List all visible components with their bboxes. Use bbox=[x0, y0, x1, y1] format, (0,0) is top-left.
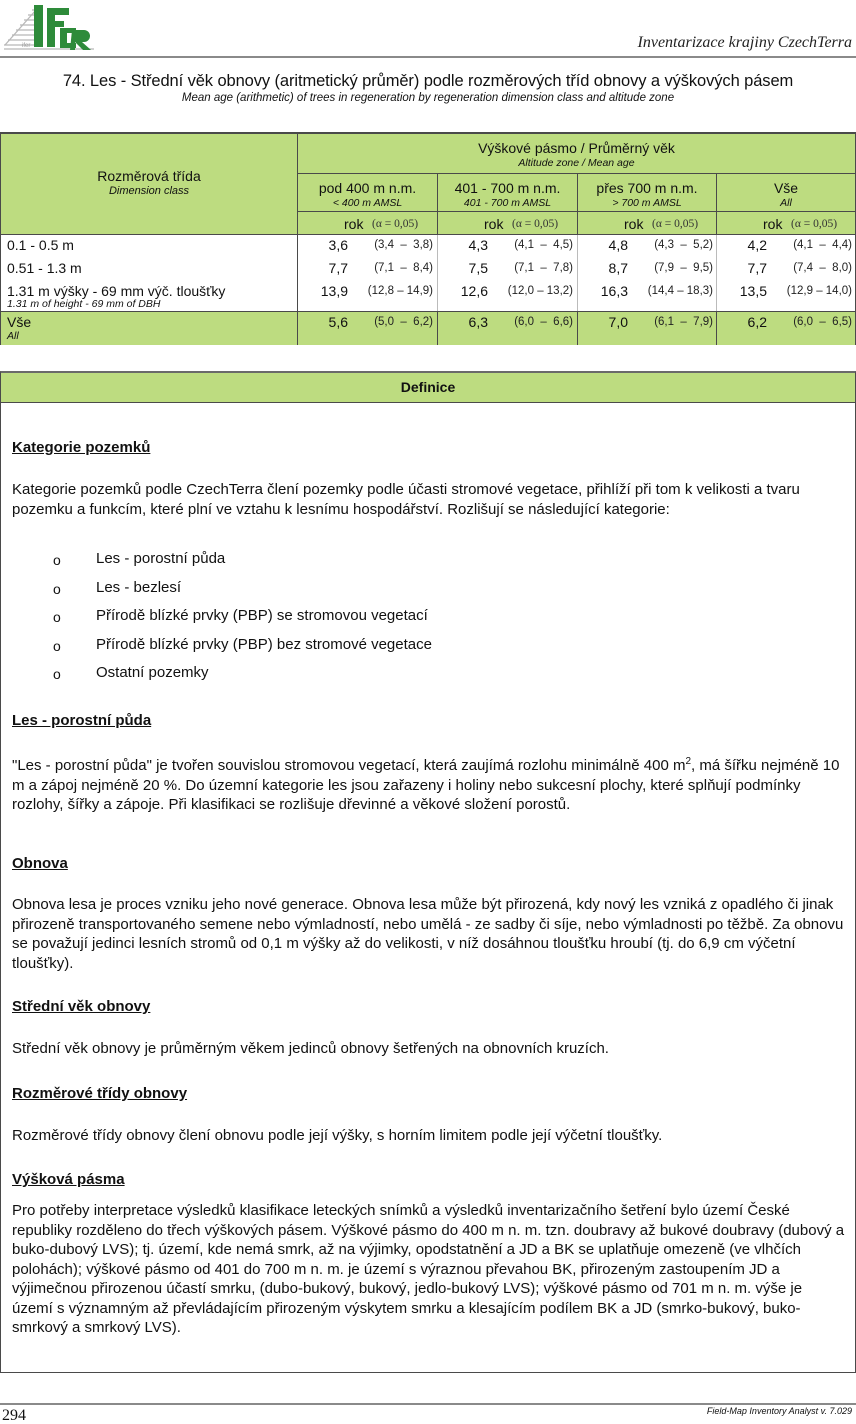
cell-confidence-interval: (7,1 – 7,8) bbox=[514, 262, 573, 274]
page-number: 294 bbox=[2, 1407, 26, 1424]
altitude-zone-header: Výškové pásmo / Průměrný věk bbox=[478, 140, 675, 156]
section-heading: Výšková pásma bbox=[12, 1171, 125, 1188]
alpha-label: (α = 0,05) bbox=[512, 218, 559, 230]
row-label: 0.1 - 0.5 m bbox=[7, 237, 74, 253]
superscript: 2 bbox=[685, 756, 692, 767]
cell-mean-value: 3,6 bbox=[328, 237, 348, 253]
column-divider-light bbox=[577, 235, 578, 311]
cell-confidence-interval: (7,4 – 8,0) bbox=[793, 262, 852, 274]
unit-label: rok bbox=[484, 216, 504, 232]
column-header-en: < 400 m AMSL bbox=[332, 197, 403, 209]
section-heading: Střední věk obnovy bbox=[12, 998, 151, 1015]
section-text-part: , má šířku nejméně 10 m a zápoj nejméně 20 %. Do územní kategorie les jsou zařazeny i holiny nebo sukcesní plochy, které splňují podmínky rozlohy, šířky a zápoje. Při klasifikaci se rozlišuje dřevinné a věkové složení porostů. bbox=[12, 757, 840, 813]
footer-app-name: Field-Map Inventory Analyst v. 7.029 bbox=[706, 1406, 852, 1416]
header-title: Inventarizace krajiny CzechTerra bbox=[637, 34, 852, 51]
ifer-logo bbox=[2, 2, 96, 52]
section-text: Kategorie pozemků podle CzechTerra člení pozemky podle účasti stromové vegetace, přihlíží při tom k velikosti a tvaru pozemku a funkcím, které plní ve vztahu k lesnímu hospodářství. Rozlišují se následující kategorie: bbox=[12, 481, 800, 518]
bullet-icon: o bbox=[53, 609, 61, 625]
document-subtitle: Mean age (arithmetic) of trees in regeneration by regeneration dimension class and altitude zone bbox=[181, 92, 675, 104]
altitude-zone-header-en: Altitude zone / Mean age bbox=[518, 157, 635, 169]
row-label-en: 1.31 m of height - 69 mm of DBH bbox=[7, 298, 161, 310]
alpha-label: (α = 0,05) bbox=[652, 218, 699, 230]
cell-confidence-interval: (4,1 – 4,5) bbox=[514, 239, 573, 251]
cell-mean-value: 5,6 bbox=[328, 314, 348, 330]
cell-mean-value: 7,0 bbox=[608, 314, 628, 330]
column-divider bbox=[577, 312, 578, 345]
bullet-icon: o bbox=[53, 581, 61, 597]
section-text: Střední věk obnovy je průměrným věkem jedinců obnovy šetřených na obnovních kruzích. bbox=[12, 1040, 609, 1057]
definitions-box bbox=[0, 371, 856, 1373]
cell-mean-value: 4,2 bbox=[747, 237, 767, 253]
row-label: 0.51 - 1.3 m bbox=[7, 260, 82, 276]
cell-mean-value: 7,7 bbox=[328, 260, 348, 276]
cell-mean-value: 6,2 bbox=[747, 314, 767, 330]
cell-mean-value: 7,5 bbox=[468, 260, 488, 276]
header-divider bbox=[0, 56, 856, 58]
alpha-label: (α = 0,05) bbox=[372, 218, 419, 230]
list-item: Ostatní pozemky bbox=[96, 664, 209, 681]
row-label: 1.31 m výšky - 69 mm výč. tloušťky bbox=[7, 283, 226, 299]
cell-confidence-interval: (6,0 – 6,5) bbox=[793, 316, 852, 328]
column-header: pod 400 m n.m. bbox=[318, 180, 417, 196]
cell-confidence-interval: (12,9 – 14,0) bbox=[786, 285, 852, 297]
cell-mean-value: 8,7 bbox=[608, 260, 628, 276]
cell-confidence-interval: (3,4 – 3,8) bbox=[374, 239, 433, 251]
cell-confidence-interval: (6,1 – 7,9) bbox=[654, 316, 713, 328]
section-heading: Les - porostní půda bbox=[12, 712, 152, 729]
cell-mean-value: 13,5 bbox=[739, 283, 767, 299]
cell-mean-value: 12,6 bbox=[460, 283, 488, 299]
list-item: Les - porostní půda bbox=[96, 550, 226, 567]
bullet-icon: o bbox=[53, 666, 61, 682]
definitions-heading: Definice bbox=[1, 373, 855, 403]
section-text bbox=[12, 752, 845, 815]
row-label-en: All bbox=[7, 330, 19, 342]
section-text: Rozměrové třídy obnovy člení obnovu podle její výšky, s horním limitem podle její výčetní tloušťky. bbox=[12, 1127, 663, 1144]
cell-confidence-interval: (14,4 – 18,3) bbox=[647, 285, 713, 297]
list-item: Přírodě blízké prvky (PBP) se stromovou vegetací bbox=[96, 607, 428, 624]
list-item: Les - bezlesí bbox=[96, 579, 182, 596]
section-heading: Rozměrové třídy obnovy bbox=[12, 1085, 188, 1102]
cell-confidence-interval: (4,3 – 5,2) bbox=[654, 239, 713, 251]
cell-mean-value: 4,8 bbox=[608, 237, 628, 253]
bullet-icon: o bbox=[53, 638, 61, 654]
row-label: Vše bbox=[7, 314, 32, 330]
column-header-en: All bbox=[780, 197, 792, 209]
dimension-class-header-en: Dimension class bbox=[108, 185, 190, 197]
list-item: Přírodě blízké prvky (PBP) bez stromové vegetace bbox=[96, 636, 432, 653]
footer-divider bbox=[0, 1403, 856, 1405]
column-header: 401 - 700 m n.m. bbox=[454, 180, 561, 196]
column-divider-light bbox=[437, 235, 438, 311]
cell-confidence-interval: (6,0 – 6,6) bbox=[514, 316, 573, 328]
cell-confidence-interval: (12,0 – 13,2) bbox=[507, 285, 573, 297]
column-header-en: > 700 m AMSL bbox=[612, 197, 682, 209]
results-table bbox=[0, 132, 856, 345]
column-divider bbox=[437, 312, 438, 345]
bullet-icon: o bbox=[53, 552, 61, 568]
cell-confidence-interval: (7,1 – 8,4) bbox=[374, 262, 433, 274]
section-text-part: "Les - porostní půda" je tvořen souvislou stromovou vegetací, která zaujímá rozlohu minimálně 400 m bbox=[12, 757, 686, 774]
svg-text:ifer: ifer bbox=[22, 43, 31, 49]
section-text: Obnova lesa je proces vzniku jeho nové generace. Obnova lesa může být přirozená, kdy nový les vzniká z opadlého či jinak přirozeně transportovaného semene nebo výmladností, nebo umělá - ze sadby či síje, nebo výmladnosti po těžbě. Za obnovu se považují jedinci lesních stromů od 0,1 m výšky až do velikosti, v níž dosáhnou tloušťku hroubí (tj. do 6,9 cm výčetní tloušťky). bbox=[12, 896, 844, 972]
column-header: přes 700 m n.m. bbox=[596, 180, 698, 196]
dimension-class-header: Rozměrová třída bbox=[97, 168, 201, 184]
column-header-en: 401 - 700 m AMSL bbox=[463, 197, 552, 209]
column-header: Vše bbox=[773, 180, 799, 196]
section-heading: Kategorie pozemků bbox=[12, 439, 151, 456]
cell-mean-value: 4,3 bbox=[468, 237, 488, 253]
section-heading: Obnova bbox=[12, 855, 68, 872]
unit-label: rok bbox=[344, 216, 364, 232]
alpha-label: (α = 0,05) bbox=[791, 218, 838, 230]
unit-label: rok bbox=[763, 216, 783, 232]
document-title: 74. Les - Střední věk obnovy (aritmetický průměr) podle rozměrových tříd obnovy a výškových pásem bbox=[62, 72, 794, 90]
body-total-line bbox=[1, 311, 855, 312]
cell-mean-value: 16,3 bbox=[600, 283, 628, 299]
column-divider-light bbox=[716, 235, 717, 311]
cell-confidence-interval: (7,9 – 9,5) bbox=[654, 262, 713, 274]
cell-mean-value: 6,3 bbox=[468, 314, 488, 330]
column-divider bbox=[716, 312, 717, 345]
section-text: Pro potřeby interpretace výsledků klasifikace leteckých snímků a výsledků inventarizačního šetření bylo území České republiky rozděleno do třech výškových pásem. Výškové pásmo do 400 m n. m. tzn. doubravy až bukové doubravy (dubový a buko-dubový LVS); tj. území, kde nemá smrk, až na výjimky, opodstatnění a JD a BK se uplatňuje omezeně (ve vlhčích polohách); výškové pásmo od 401 do 700 m n. m. je území s výraznou převahou BK, přirozeným zastoupením JD a výjimečnou přirozenou účastí smrku, (dubo-bukový, bukový, jedlo-bukový LVS); výškové pásmo od 701 m n. m. výše je území s významným až převládajícím přirozeným výskytem smrku a klesajícím podílem BK a JD (smrko-bukový, buko-smrkový a smrkový LVS). bbox=[12, 1202, 845, 1336]
cell-mean-value: 7,7 bbox=[747, 260, 767, 276]
cell-confidence-interval: (5,0 – 6,2) bbox=[374, 316, 433, 328]
unit-label: rok bbox=[624, 216, 644, 232]
cell-confidence-interval: (12,8 – 14,9) bbox=[367, 285, 433, 297]
header-body-line bbox=[1, 234, 855, 235]
cell-confidence-interval: (4,1 – 4,4) bbox=[793, 239, 852, 251]
cell-mean-value: 13,9 bbox=[320, 283, 348, 299]
